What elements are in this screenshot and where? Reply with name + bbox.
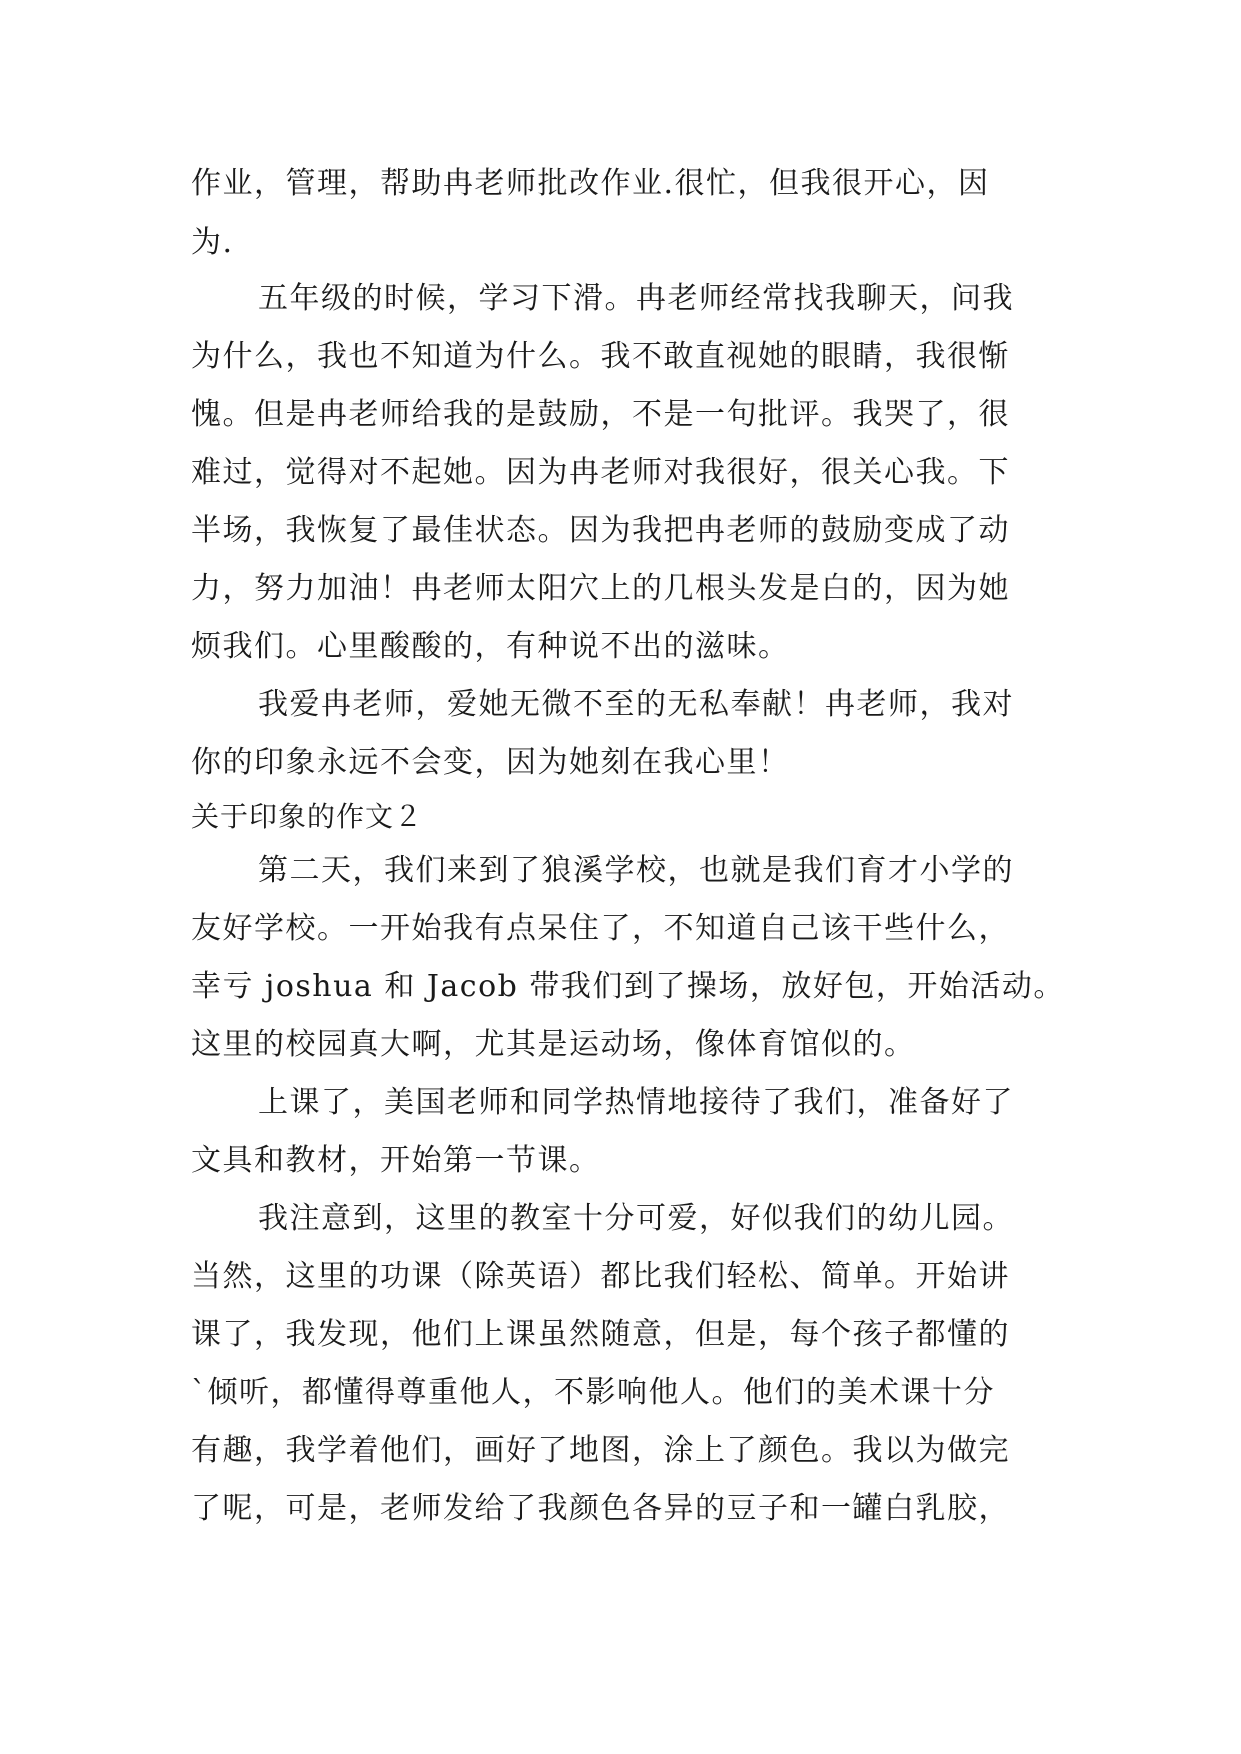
section-heading: 关于印象的作文２ (191, 800, 424, 833)
text-line: 这里的校园真大啊，尤其是运动场，像体育馆似的。 (191, 1027, 916, 1062)
text-line: 愧。但是冉老师给我的是鼓励，不是一句批评。我哭了，很 (191, 397, 1010, 432)
paragraph-start-line: 上课了，美国老师和同学热情地接待了我们，准备好了 (258, 1085, 1014, 1120)
paragraph-start-line: 五年级的时候，学习下滑。冉老师经常找我聊天，问我 (258, 281, 1014, 316)
text-line: 作业，管理，帮助冉老师批改作业.很忙，但我很开心，因 (191, 166, 990, 201)
text-line: 了呢，可是，老师发给了我颜色各异的豆子和一罐白乳胶， (191, 1491, 1010, 1526)
text-line: 课了，我发现，他们上课虽然随意，但是，每个孩子都懂的 (191, 1317, 1010, 1352)
text-line: 友好学校。一开始我有点呆住了，不知道自己该干些什么， (191, 911, 1010, 946)
text-line: 难过，觉得对不起她。因为冉老师对我很好，很关心我。下 (191, 455, 1010, 490)
text-line: 幸亏 joshua 和 Jacob 带我们到了操场，放好包，开始活动。 (191, 969, 1065, 1004)
text-line: 半场，我恢复了最佳状态。因为我把冉老师的鼓励变成了动 (191, 513, 1010, 548)
paragraph-start-line: 我注意到，这里的教室十分可爱，好似我们的幼儿园。 (258, 1201, 1014, 1236)
text-line: 烦我们。心里酸酸的，有种说不出的滋味。 (191, 629, 790, 664)
text-line: 有趣，我学着他们，画好了地图，涂上了颜色。我以为做完 (191, 1433, 1010, 1468)
text-line: 为什么，我也不知道为什么。我不敢直视她的眼睛，我很惭 (191, 339, 1010, 374)
text-line: 文具和教材，开始第一节课。 (191, 1143, 601, 1178)
text-line: `倾听，都懂得尊重他人，不影响他人。他们的美术课十分 (191, 1375, 995, 1410)
text-line: 当然，这里的功课（除英语）都比我们轻松、简单。开始讲 (191, 1259, 1010, 1294)
paragraph-start-line: 第二天，我们来到了狼溪学校，也就是我们育才小学的 (258, 853, 1014, 888)
text-line: 你的印象永远不会变，因为她刻在我心里！ (191, 745, 790, 780)
text-line: 为. (191, 225, 234, 260)
paragraph-start-line: 我爱冉老师，爱她无微不至的无私奉献！冉老师，我对 (258, 687, 1014, 722)
text-line: 力，努力加油！冉老师太阳穴上的几根头发是白的，因为她 (191, 571, 1010, 606)
